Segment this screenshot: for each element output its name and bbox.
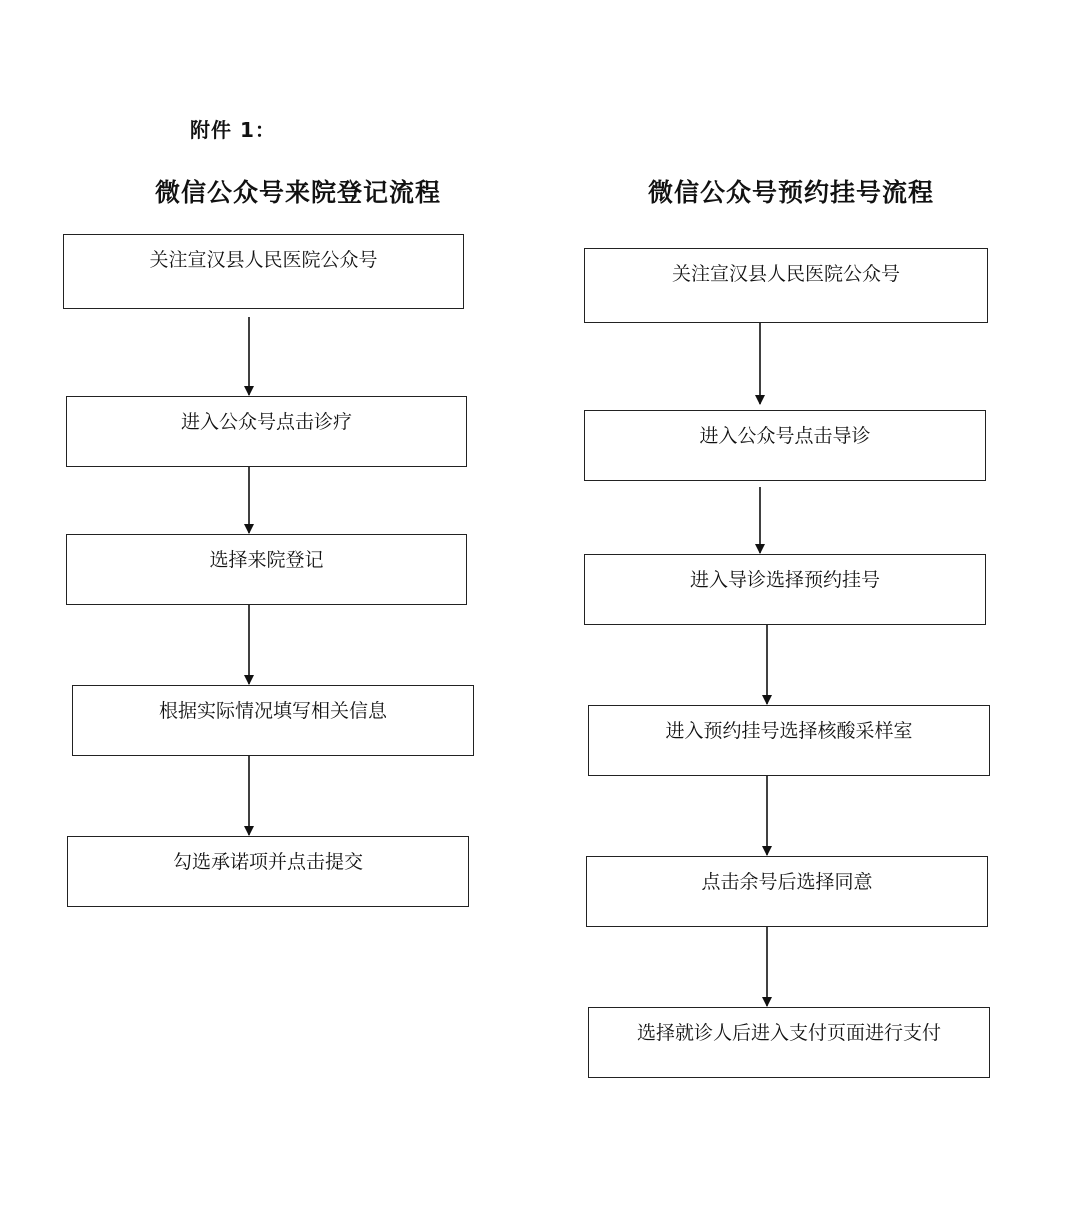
right-step-5-label: 点击余号后选择同意 xyxy=(701,871,873,893)
right-step-3-label: 进入导诊选择预约挂号 xyxy=(689,569,880,591)
left-step-1-label: 关注宣汉县人民医院公众号 xyxy=(149,249,378,271)
attachment-label: 附件 1： xyxy=(190,118,276,142)
left-step-4-label: 根据实际情况填写相关信息 xyxy=(158,700,387,722)
left-step-3-label: 选择来院登记 xyxy=(209,549,324,571)
left-step-5-label: 勾选承诺项并点击提交 xyxy=(172,851,363,873)
right-step-1-label: 关注宣汉县人民医院公众号 xyxy=(671,263,900,285)
right-flow-title: 微信公众号预约挂号流程 xyxy=(648,178,935,207)
right-step-2-label: 进入公众号点击导诊 xyxy=(699,425,871,447)
right-step-6-label: 选择就诊人后进入支付页面进行支付 xyxy=(636,1022,941,1044)
left-step-2-label: 进入公众号点击诊疗 xyxy=(180,411,352,433)
right-step-4-label: 进入预约挂号选择核酸采样室 xyxy=(665,720,913,742)
left-flow-title: 微信公众号来院登记流程 xyxy=(155,178,442,207)
